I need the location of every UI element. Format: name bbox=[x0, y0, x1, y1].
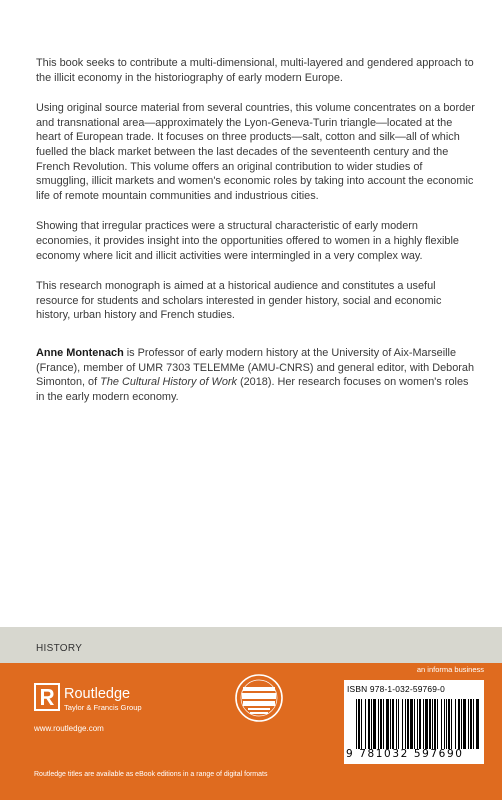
description-paragraph-3: Showing that irregular practices were a structural characteristic of early modern economies, it provides insight into the opportunities offered to women in a highly flexible economy where licit and illicit activities were intermingled in a very complex way. bbox=[36, 220, 459, 262]
author-book-title: The Cultural History of Work bbox=[100, 376, 237, 389]
isbn-barcode-panel bbox=[344, 680, 484, 764]
isbn-label: ISBN 978-1-032-59769-0 bbox=[347, 684, 445, 694]
informa-tagline: an informa business bbox=[416, 665, 484, 674]
author-bio-text-2: (2018). Her research focuses on women's roles in the early modern economy. bbox=[36, 376, 469, 403]
publisher-band bbox=[0, 663, 502, 800]
description-paragraph-2: Using original source material from several countries, this volume concentrates on a border and transnational area—approximately the Lyon-Geneva-Turin triangle—located at the heart of European trade. It focuses on three products—salt, cotton and silk—all of which fuelled the black market between the last decades of the seventeenth century and the French Revolution. This volume offers an original contribution to wider studies of smuggling, illicit markets and women's economic roles by taking into account the economic life of remote mountain communities and industrious cities. bbox=[36, 102, 475, 202]
subject-category: HISTORY bbox=[36, 643, 83, 654]
routledge-r-icon bbox=[34, 683, 60, 711]
author-name: Anne Montenach bbox=[36, 347, 124, 359]
author-bio bbox=[36, 346, 476, 404]
ebook-footnote: Routledge titles are available as eBook editions in a range of digital formats bbox=[34, 771, 268, 778]
author-bio-text-1: is Professor of early modern history at the University of Aix-Marseille (France), member of UMR 7303 TELEMMe (AMU-CNRS) and general editor, with Deborah Simonton, of bbox=[36, 347, 475, 389]
barcode-digits: 9 781032 597690 bbox=[346, 748, 464, 760]
carbon-neutral-seal-icon bbox=[234, 673, 284, 723]
publisher-group: Taylor & Francis Group bbox=[64, 703, 142, 712]
category-band bbox=[0, 627, 502, 663]
book-description bbox=[36, 56, 476, 339]
description-paragraph-4: This research monograph is aimed at a historical audience and constitutes a useful resource for students and scholars interested in gender history, social and economic history, urban history and French studies. bbox=[36, 280, 442, 322]
publisher-website: www.routledge.com bbox=[34, 724, 104, 733]
barcode-icon bbox=[356, 699, 480, 749]
publisher-name: Routledge bbox=[64, 686, 131, 702]
description-paragraph-1: This book seeks to contribute a multi-dimensional, multi-layered and gendered approach to the illicit economy in the historiography of early modern Europe. bbox=[36, 57, 474, 84]
